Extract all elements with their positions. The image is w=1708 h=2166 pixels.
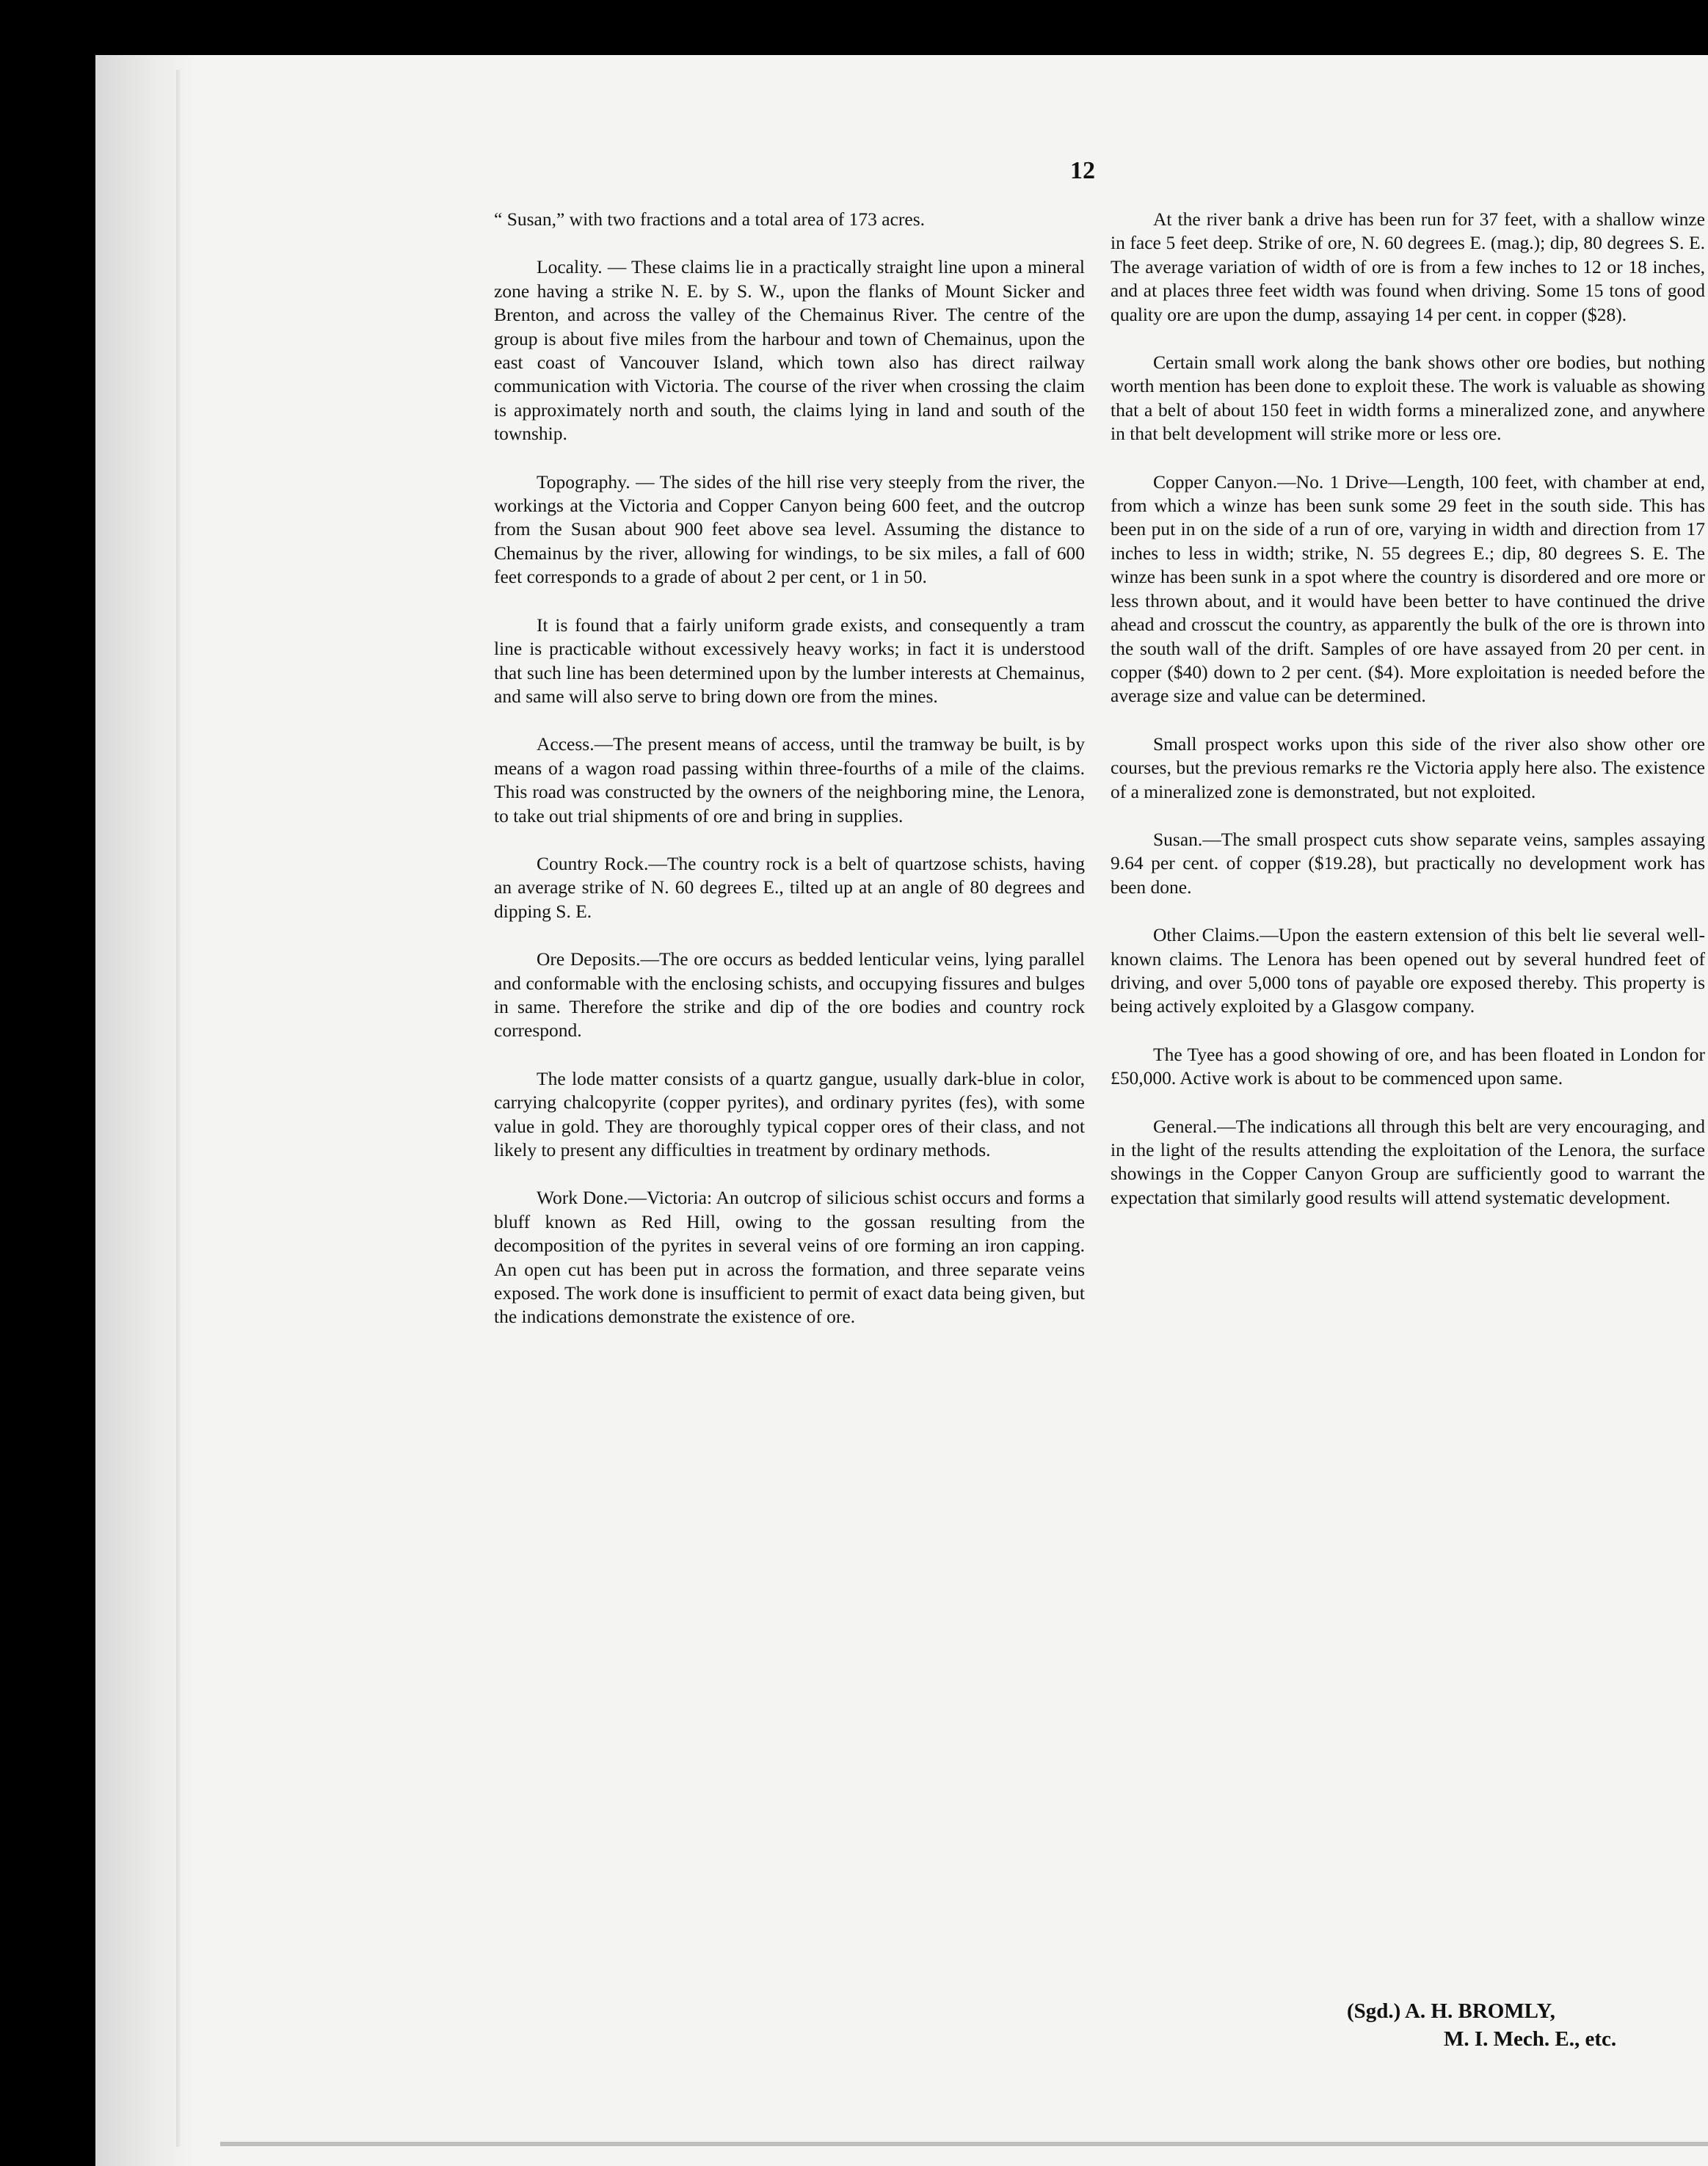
paragraph-tyee: The Tyee has a good showing of ore, and has been floated in London for £50,000. Active work is about to be commenced upon same.: [1111, 1043, 1705, 1089]
page-number: 12: [1070, 157, 1095, 184]
paragraph-work-done: Work Done.—Victoria: An outcrop of silicious schist occurs and forms a bluff known as Red Hill, owing to the gossan resulting from the decomposition of the pyrites in several veins of ore forming an iron capping. An open cut has been put in across the formation, and three separate veins exposed. The work done is insufficient to permit of exact data being given, but the indications demonstrate the existence of ore.: [494, 1187, 1085, 1328]
paragraph: “ Susan,” with two fractions and a total area of 173 acres.: [494, 208, 925, 230]
paragraph-locality: Locality. — These claims lie in a practically straight line upon a mineral zone having a strike N. E. by S. W., upon the flanks of Mount Sicker and Brenton, and across the valley of the Chemainus River. The centre of the group is about five miles from the harbour and town of Chemainus, upon the east coast of Vancouver Island, which town also has direct railway communication with Victoria. The course of the river when crossing the claim is approximately north and south, the claims lying in land and south of the township.: [494, 256, 1085, 445]
paragraph-copper-canyon: Copper Canyon.—No. 1 Drive—Length, 100 feet, with chamber at end, from which a winze has been sunk some 29 feet in the south side. This has been put in on the side of a run of ore, varying in width and direction from 17 inches to less in width; strike, N. 55 degrees E.; dip, 80 degrees S. E. The winze has been sunk in a spot where the country is disordered and ore more or less thrown about, and it would have been better to have continued the drive ahead and crosscut the country, as apparently the bulk of the ore is thrown into the south wall of the drift. Samples of ore have assayed from 20 per cent. in copper ($40) down to 2 per cent. ($4). More exploitation is needed before the average size and value can be determined.: [1111, 470, 1705, 707]
paragraph-country-rock: Country Rock.—The country rock is a belt of quartzose schists, having an average strike of N. 60 degrees E., tilted up at an angle of 80 degrees and dipping S. E.: [494, 852, 1085, 922]
paragraph-topography: Topography. — The sides of the hill rise very steeply from the river, the workings at the Victoria and Copper Canyon being 600 feet, and the outcrop from the Susan about 900 feet above sea level. Assuming the distance to Chemainus by the river, allowing for windings, to be six miles, a fall of 600 feet corresponds to a grade of about 2 per cent, or 1 in 50.: [494, 470, 1085, 588]
left-column: [494, 208, 1085, 1353]
paragraph-small-work: Certain small work along the bank shows other ore bodies, but nothing worth mention has been done to exploit these. The work is valuable as showing that a belt of about 150 feet in width forms a mineralized zone, and anywhere in that belt development will strike more or less ore.: [1111, 352, 1705, 445]
signature-credentials: M. I. Mech. E., etc.: [1444, 2027, 1617, 2051]
paragraph-other-claims: Other Claims.—Upon the eastern extension of this belt lie several well-known claims. The Lenora has been opened out by several hundred feet of driving, and over 5,000 tons of payable ore exposed thereby. This property is being actively exploited by a Glasgow company.: [1111, 924, 1705, 1017]
binding-fold: [176, 70, 181, 2147]
paragraph-prospect-works: Small prospect works upon this side of the river also show other ore courses, but the previous remarks re the Victoria apply here also. The existence of a mineralized zone is demonstrated, but not exploited.: [1111, 733, 1705, 802]
paragraph-lode-matter: The lode matter consists of a quartz gangue, usually dark-blue in color, carrying chalcopyrite (copper pyrites), and ordinary pyrites (fes), with some value in gold. They are thoroughly typical copper ores of their class, and not likely to present any difficulties in treatment by ordinary methods.: [494, 1067, 1085, 1160]
signature-block: [1347, 1997, 1616, 2053]
paragraph-grade: It is found that a fairly uniform grade exists, and consequently a tram line is practicable without excessively heavy works; in fact it is understood that such line has been determined upon by the lumber interests at Chemainus, and same will also serve to bring down ore from the mines.: [494, 614, 1085, 707]
paragraph-susan: Susan.—The small prospect cuts show separate veins, samples assaying 9.64 per cent. of copper ($19.28), but practically no development work has been done.: [1111, 828, 1705, 898]
paragraph-river-bank: At the river bank a drive has been run for 37 feet, with a shallow winze in face 5 feet deep. Strike of ore, N. 60 degrees E. (mag.); dip, 80 degrees S. E. The average variation of width of ore is from a few inches to 12 or 18 inches, and at places three feet width was found when driving. Some 15 tons of good quality ore are upon the dump, assaying 14 per cent. in copper ($28).: [1111, 208, 1705, 325]
page-bottom-edge: [220, 2142, 1708, 2146]
page-left-edge: [95, 55, 198, 2166]
right-column: [1111, 208, 1705, 1234]
paragraph-general: General.—The indications all through this belt are very encouraging, and in the light of the results attending the exploitation of the Lenora, the surface showings in the Copper Canyon Group are sufficiently good to warrant the expectation that similarly good results will attend systematic development.: [1111, 1115, 1705, 1208]
paragraph-access: Access.—The present means of access, until the tramway be built, is by means of a wagon road passing within three-fourths of a mile of the claims. This road was constructed by the owners of the neighboring mine, the Lenora, to take out trial shipments of ore and bring in supplies.: [494, 733, 1085, 826]
paragraph-ore-deposits: Ore Deposits.—The ore occurs as bedded lenticular veins, lying parallel and conformable with the enclosing schists, and occupying fissures and bulges in same. Therefore the strike and dip of the ore bodies and country rock correspond.: [494, 948, 1085, 1042]
signature-name: (Sgd.) A. H. BROMLY,: [1347, 1999, 1555, 2023]
